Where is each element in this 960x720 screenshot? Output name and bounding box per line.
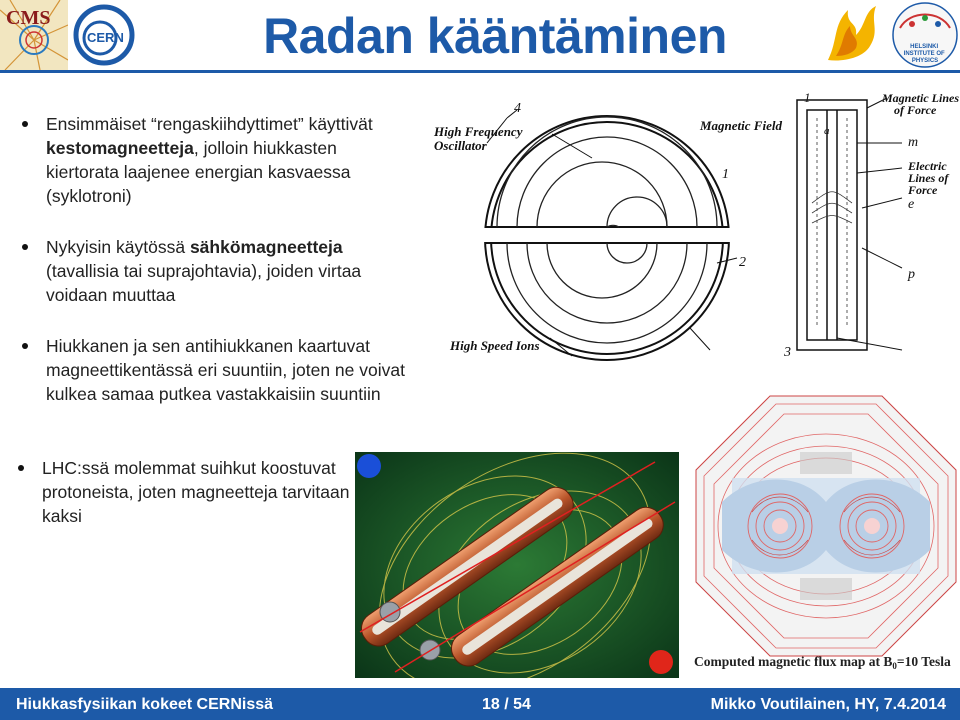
hip-logo-text: HELSINKI INSTITUTE OF PHYSICS <box>903 44 945 64</box>
bullet-item <box>22 334 416 406</box>
footer-page-number: 18 / 54 <box>482 696 531 713</box>
footer-author-date: Mikko Voutilainen, HY, 7.4.2014 <box>710 696 946 713</box>
label-3: 3 <box>784 345 791 360</box>
label-2: 2 <box>739 255 746 270</box>
bullet-item <box>22 235 406 307</box>
slide-footer <box>0 688 960 720</box>
hip-logo <box>890 0 960 70</box>
bullet-text: Hiukkanen ja sen antihiukkanen kaartuvat magneettikentässä eri suuntiin, joten ne voivat kulkea samaa putkea vastakkaisiin suuntiin <box>46 336 405 404</box>
label-electric-lines: Electric Lines of Force <box>908 159 949 197</box>
bullet-text-bold: kestomagneetteja <box>46 138 194 158</box>
bullet-text: , jolloin hiukkasten kiertorata laajenee energian kasvaessa (syklotroni) <box>46 138 351 206</box>
bullet-text: LHC:ssä molemmat suihkut koostuvat protoneista, joten magneetteja tarvitaan kaksi <box>42 458 350 526</box>
bullet-item <box>18 456 362 528</box>
header-divider <box>0 70 960 73</box>
bullet-list <box>22 112 442 433</box>
footer-course-title: Hiukkasfysiikan kokeet CERNissä <box>16 696 274 713</box>
bullet-text: (tavallisia tai suprajohtavia), joiden virtaa voidaan muuttaa <box>46 261 362 305</box>
magnetic-flux-map <box>692 392 960 682</box>
label-a: a <box>824 125 830 137</box>
cms-logo <box>0 0 68 70</box>
label-m: m <box>908 135 919 150</box>
university-flame-logo <box>818 0 888 70</box>
flux-map-caption: Computed magnetic flux map at $B_0=10$ Tesla <box>694 654 951 671</box>
bullet-item <box>22 112 386 208</box>
bullet-dot <box>22 121 28 127</box>
beam-marker-blue <box>357 454 381 478</box>
bullet-dot <box>22 244 28 250</box>
bullet-text: Ensimmäiset “rengaskiihdyttimet” käyttivät <box>46 114 373 134</box>
label-oscillator: Oscillator <box>434 138 487 153</box>
label-1-right: 1 <box>804 90 811 105</box>
bullet-text-bold: sähkömagneetteja <box>189 237 343 257</box>
label-magnetic-field: Magnetic Field <box>700 118 782 133</box>
cern-logo <box>70 0 138 70</box>
lhc-dipole-illustration <box>355 452 679 678</box>
bullet-dot <box>18 465 24 471</box>
label-p: p <box>908 267 915 282</box>
label-4: 4 <box>514 101 521 116</box>
flux-map-caption-end: =10 Tesla <box>896 654 951 669</box>
bullet-text: Nykyisin käytössä <box>46 237 190 257</box>
bullet-dot <box>22 343 28 349</box>
beam-marker-red <box>649 650 673 674</box>
label-e: e <box>908 197 915 212</box>
slide-header <box>0 0 960 70</box>
cms-logo-text: CMS <box>6 7 51 29</box>
cyclotron-diagram <box>432 88 960 366</box>
label-high-speed-ions: High Speed Ions <box>450 338 540 353</box>
slide-title: Radan kääntäminen <box>263 8 727 64</box>
label-magnetic-lines: Magnetic Lines of Force <box>882 91 959 117</box>
label-1-left: 1 <box>722 167 729 182</box>
flux-map-caption-sub: 0 <box>892 661 897 671</box>
cern-logo-text: CERN <box>87 30 124 45</box>
label-high-frequency: High Frequency <box>434 124 523 139</box>
